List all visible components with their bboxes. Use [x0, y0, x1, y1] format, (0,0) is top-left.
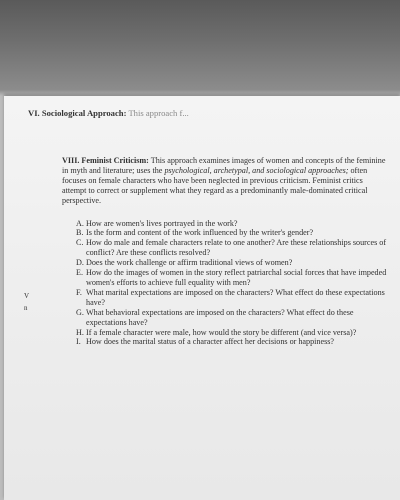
list-item: [62, 268, 388, 288]
list-item: [62, 328, 388, 338]
intro-text-2: often focuses on female characters who have been neglected in previous criticism. Feminist critics attempt to correct or supplement what they regard as a predominantly male-dominated critical perspective.: [62, 165, 368, 205]
document-page: [4, 96, 400, 500]
question-text: How do male and female characters relate to one another? Are these relationships sources of conflict? Are these conflicts resolved?: [86, 238, 387, 258]
list-item: [62, 337, 388, 347]
list-item: [62, 288, 388, 308]
question-text: Is the form and content of the work influenced by the writer's gender?: [86, 228, 314, 238]
edge-mark-bottom: n: [24, 304, 28, 312]
list-item: [62, 228, 388, 238]
question-text: What marital expectations are imposed on the characters? What effect do these expectations have?: [86, 287, 385, 307]
section-heading: VIII. Feminist Criticism:: [62, 156, 149, 165]
list-marker: B.: [76, 228, 84, 238]
section-intro: [62, 156, 388, 206]
list-marker: G.: [76, 307, 84, 317]
list-marker: F.: [76, 287, 82, 297]
question-text: What behavioral expectations are imposed on the characters? What effect do these expectations have?: [86, 307, 354, 327]
intro-italic-text: psychological, archetypal, and sociological approaches;: [164, 165, 349, 175]
question-text: How are women's lives portrayed in the work?: [86, 218, 238, 228]
question-list: [62, 219, 388, 348]
list-item: [62, 238, 388, 258]
list-item: [62, 308, 388, 328]
list-marker: A.: [76, 218, 84, 228]
list-item: [62, 219, 388, 229]
intro-text-1: This approach examines images of women and concepts of the feminine in myth and literature; uses the: [62, 156, 386, 175]
question-text: Does the work challenge or affirm traditional views of women?: [86, 258, 293, 268]
list-marker: C.: [76, 238, 84, 248]
question-text: If a female character were male, how would the story be different (and vice versa)?: [86, 327, 357, 337]
list-marker: D.: [76, 258, 84, 268]
question-text: How does the marital status of a character affect her decisions or happiness?: [86, 337, 335, 347]
feminist-criticism-section: [62, 156, 388, 347]
edge-mark-top: V: [24, 292, 30, 300]
previous-section-heading: [28, 108, 189, 118]
list-item: [62, 258, 388, 268]
list-marker: E.: [76, 268, 83, 278]
question-text: How do the images of women in the story reflect patriarchal social forces that have impeded women's efforts to achieve full equality with men?: [86, 268, 387, 287]
previous-section-faded-text: This approach f...: [128, 108, 189, 118]
list-marker: H.: [76, 327, 84, 337]
previous-section-title: VI. Sociological Approach:: [28, 108, 127, 118]
list-marker: I.: [76, 337, 81, 347]
